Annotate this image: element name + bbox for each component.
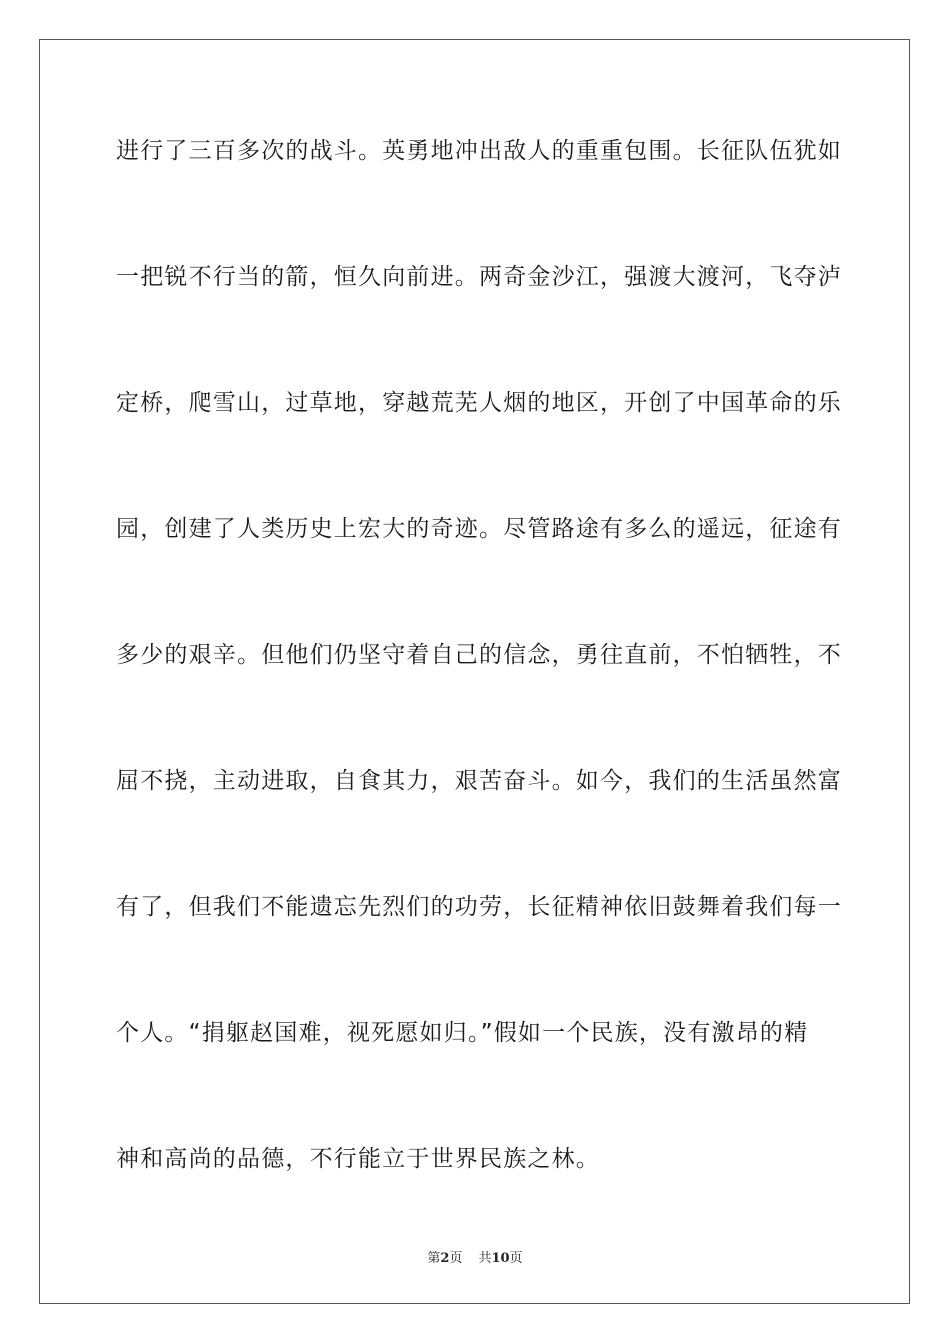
- total-prefix: 共: [478, 1251, 492, 1266]
- text-line: 个人。“捐躯赵国难，视死愿如归。”假如一个民族，没有激昂的精: [116, 1020, 809, 1046]
- page-footer: [0, 1247, 950, 1266]
- page-suffix: 页: [449, 1251, 463, 1266]
- text-line: 有了，但我们不能遗忘先烈们的功劳，长征精神依旧鼓舞着我们每一: [116, 894, 842, 920]
- total-suffix: 页: [509, 1251, 523, 1266]
- text-line: 一把锐不行当的箭，恒久向前进。两奇金沙江，强渡大渡河，飞夺泸: [116, 264, 842, 290]
- text-line: 进行了三百多次的战斗。英勇地冲出敌人的重重包围。长征队伍犹如: [116, 138, 842, 164]
- total-pages-indicator: [478, 1251, 522, 1266]
- text-line: 神和高尚的品德，不行能立于世界民族之林。: [116, 1146, 600, 1172]
- total-pages: 10: [491, 1251, 510, 1266]
- page-number: 2: [440, 1251, 450, 1266]
- text-line: 园，创建了人类历史上宏大的奇迹。尽管路途有多么的遥远，征途有: [116, 516, 842, 542]
- text-line: 屈不挠，主动进取，自食其力，艰苦奋斗。如今，我们的生活虽然富: [116, 768, 842, 794]
- text-line: 多少的艰辛。但他们仍坚守着自己的信念，勇往直前，不怕牺牲，不: [116, 642, 842, 668]
- page-number-indicator: [427, 1251, 462, 1266]
- page-prefix: 第: [427, 1251, 441, 1266]
- text-line: 定桥，爬雪山，过草地，穿越荒芜人烟的地区，开创了中国革命的乐: [116, 390, 842, 416]
- document-body: [116, 131, 842, 1265]
